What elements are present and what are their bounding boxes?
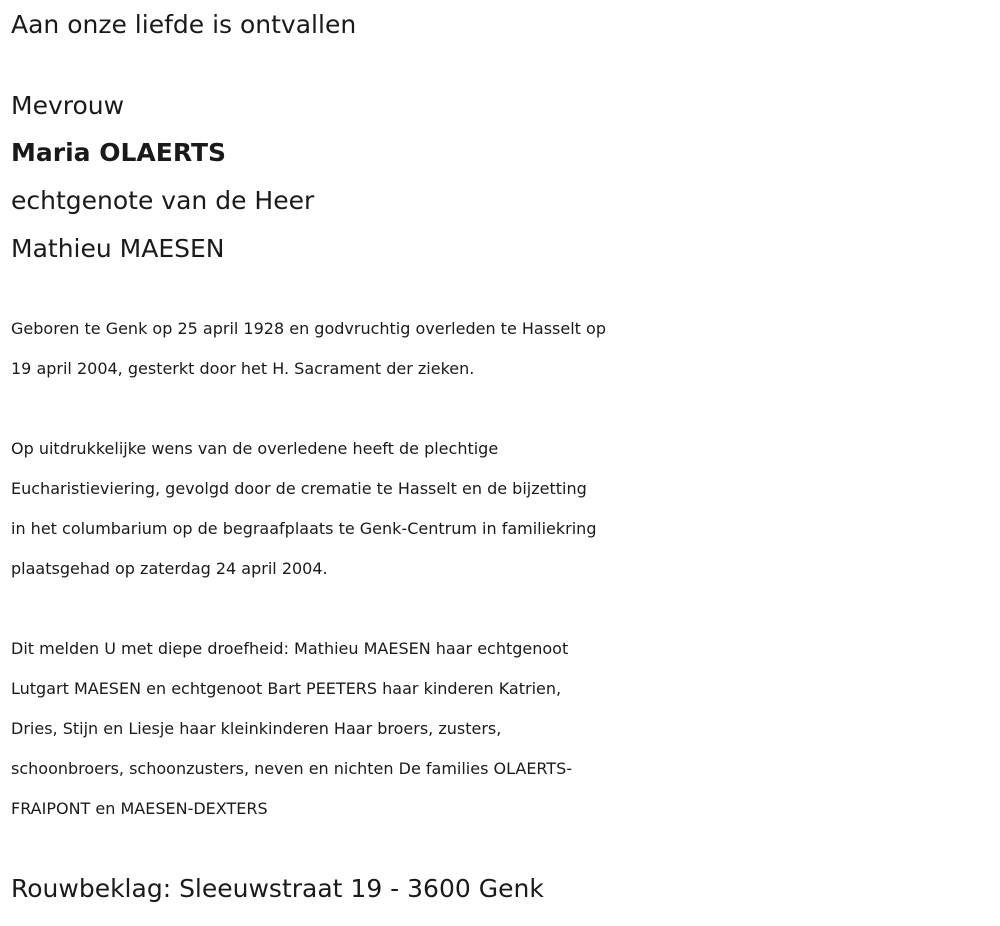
paragraph-line: Dries, Stijn en Liesje haar kleinkinderen Haar broers, zusters, (11, 719, 502, 738)
paragraph-line: plaatsgehad op zaterdag 24 april 2004. (11, 559, 328, 578)
relation-text: echtgenote van de Heer (11, 186, 315, 215)
paragraph-line: FRAIPONT en MAESEN-DEXTERS (11, 799, 268, 818)
paragraph-line: Geboren te Genk op 25 april 1928 en godvruchtig overleden te Hasselt op (11, 319, 606, 338)
spouse-name: Mathieu MAESEN (11, 234, 225, 263)
intro-text: Aan onze liefde is ontvallen (11, 10, 357, 39)
ceremony-paragraph (11, 429, 996, 589)
birth-death-paragraph (11, 309, 996, 389)
announcement-paragraph (11, 629, 996, 829)
deceased-name: Maria OLAERTS (11, 138, 227, 167)
honorific: Mevrouw (11, 91, 125, 120)
paragraph-line: Lutgart MAESEN en echtgenoot Bart PEETERS haar kinderen Katrien, (11, 679, 562, 698)
paragraph-line: schoonbroers, schoonzusters, neven en nichten De families OLAERTS- (11, 759, 573, 778)
paragraph-line: 19 april 2004, gesterkt door het H. Sacrament der zieken. (11, 359, 475, 378)
paragraph-line: Eucharistieviering, gevolgd door de crematie te Hasselt en de bijzetting (11, 479, 587, 498)
paragraph-line: Dit melden U met diepe droefheid: Mathieu MAESEN haar echtgenoot (11, 639, 569, 658)
paragraph-line: in het columbarium op de begraafplaats te Genk-Centrum in familiekring (11, 519, 597, 538)
paragraph-line: Op uitdrukkelijke wens van de overledene heeft de plechtige (11, 439, 499, 458)
condolence-address: Rouwbeklag: Sleeuwstraat 19 - 3600 Genk (11, 874, 544, 903)
